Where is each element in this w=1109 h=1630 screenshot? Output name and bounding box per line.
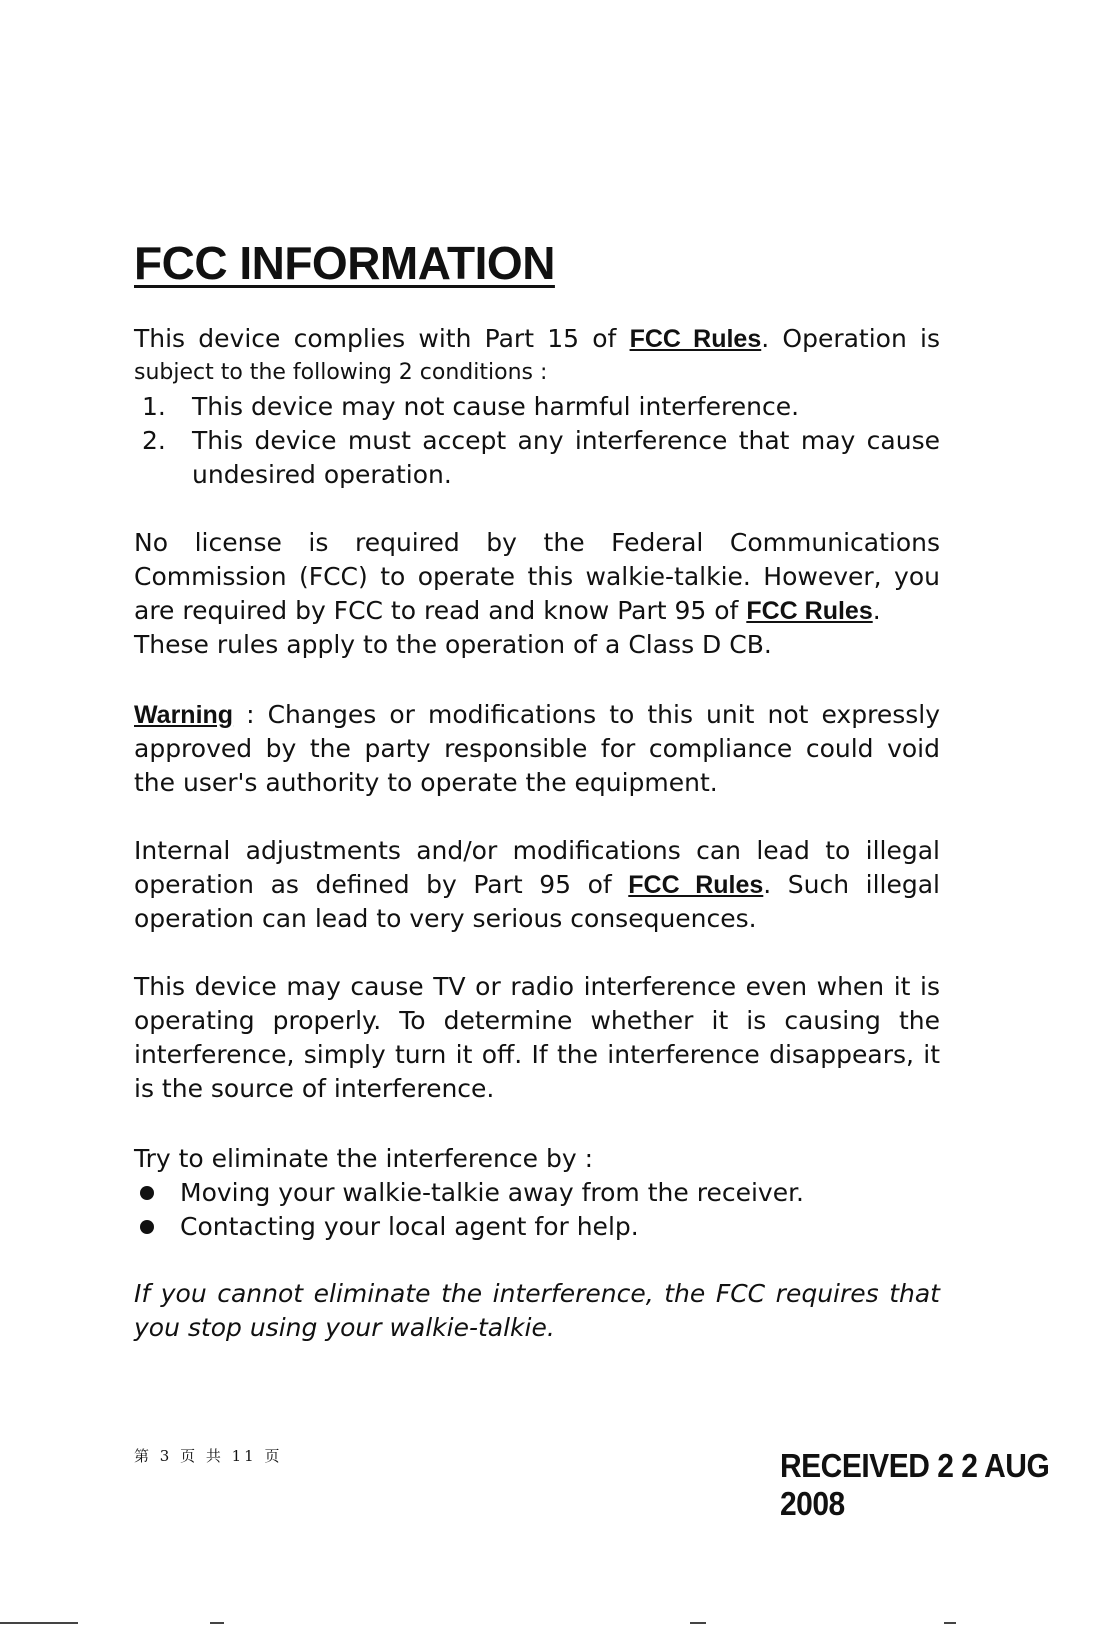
license-paragraph: No license is required by the Federal Communications Commission (FCC) to operate this walkie-talkie. However, you are required by FCC to read and know Part 95 of FCC Rules. These rules apply to the operation of a Class D CB. bbox=[134, 526, 940, 662]
warning-paragraph: Warning : Changes or modifications to this unit not expressly approved by the party responsible for compliance could void the user's authority to operate the equipment. bbox=[134, 700, 940, 797]
fcc-rules-link[interactable]: FCC Rules bbox=[628, 871, 764, 899]
bullet-icon bbox=[140, 1220, 154, 1234]
conditions-list bbox=[134, 390, 940, 492]
eliminate-paragraph bbox=[134, 1142, 940, 1244]
list-item: 2. This device must accept any interference that may cause undesired operation. bbox=[142, 426, 940, 489]
eliminate-list bbox=[134, 1176, 940, 1244]
received-stamp: RECEIVED 2 2 AUG 2008 bbox=[780, 1447, 1050, 1523]
interference-paragraph: This device may cause TV or radio interference even when it is operating properly. To determine whether it is causing the interference, simply turn it off. If the interference disappears, it is the source of interference. bbox=[134, 972, 940, 1103]
list-item: 1. This device may not cause harmful interference. bbox=[142, 392, 800, 421]
list-item: Moving your walkie-talkie away from the receiver. bbox=[134, 1176, 940, 1210]
scan-edge-line bbox=[210, 1622, 224, 1624]
compliance-line-1: This device complies with Part 15 of FCC Rules. Operation is bbox=[134, 324, 940, 353]
closing-paragraph: If you cannot eliminate the interference, the FCC requires that you stop using your walkie-talkie. bbox=[134, 1279, 940, 1342]
page-number-marker: 第 3 页 共 11 页 bbox=[134, 1447, 283, 1465]
eliminate-intro: Try to eliminate the interference by : bbox=[134, 1144, 593, 1173]
adjustments-paragraph: Internal adjustments and/or modifications can lead to illegal operation as defined by Part 95 of FCC Rules. Such illegal operation can lead to very serious consequences. bbox=[134, 836, 940, 933]
compliance-paragraph bbox=[134, 322, 940, 492]
fcc-rules-link[interactable]: FCC Rules bbox=[746, 597, 873, 625]
bullet-icon bbox=[140, 1186, 154, 1200]
scan-edge-line bbox=[0, 1622, 78, 1624]
scan-edge-line bbox=[944, 1622, 956, 1624]
scan-edge-line bbox=[690, 1622, 706, 1624]
page-title: FCC INFORMATION bbox=[134, 237, 555, 289]
list-item: Contacting your local agent for help. bbox=[134, 1210, 940, 1244]
class-d-line: These rules apply to the operation of a Class D CB. bbox=[134, 630, 772, 659]
warning-label: Warning bbox=[134, 701, 234, 729]
compliance-line-2: subject to the following 2 conditions : bbox=[134, 360, 548, 385]
fcc-rules-link[interactable]: FCC Rules bbox=[629, 325, 762, 353]
